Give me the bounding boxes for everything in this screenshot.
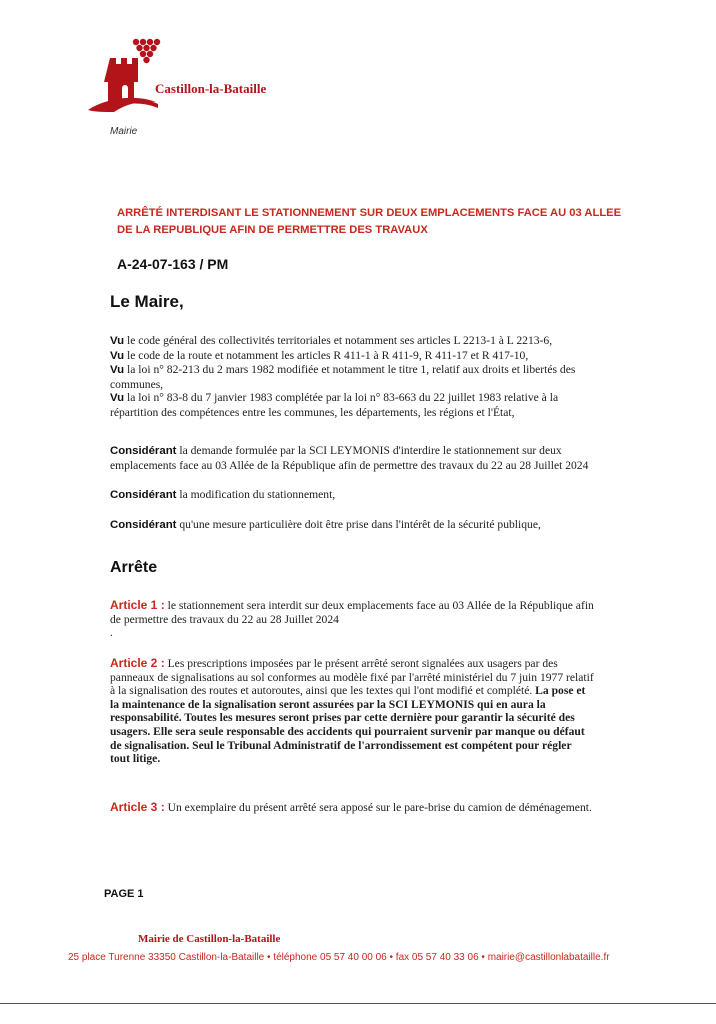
article-text-bold: de signalisation. Seul le Tribunal Administratif de l'arrondissement est compétent pour régler — [110, 738, 572, 752]
vu-text: répartition des compétences entre les communes, les départements, les régions et l'État, — [110, 405, 515, 419]
article-label: Article 2 : — [110, 656, 165, 670]
vu-keyword: Vu — [110, 392, 125, 405]
article-text: Un exemplaire du présent arrêté sera apposé sur le pare-brise du camion de déménagement. — [167, 801, 592, 814]
article-text-bold: usagers. Elle sera seule responsable des accidents qui pourraient survenir par manque ou défaut — [110, 724, 585, 738]
article-3 — [110, 801, 680, 815]
considerant-keyword: Considérant — [110, 489, 177, 501]
vu-text: communes, — [110, 377, 164, 391]
article-text-bold: responsabilité. Toutes les mesures seront prises par cette dernière pour garantir la sécurité des — [110, 711, 575, 725]
article-2 — [110, 657, 680, 766]
considerant-text: emplacements face au 03 Allée de la République afin de permettre des travaux du 22 au 28 Juillet 2024 — [110, 458, 589, 472]
considerant-text: la demande formulée par la SCI LEYMONIS d'interdire le stationnement sur deux — [179, 444, 562, 457]
tower-icon — [104, 58, 138, 102]
vu-text: le code de la route et notamment les articles R 411-1 à R 411-9, R 411-17 et R 417-10, — [127, 348, 529, 362]
title-line: ARRÊTÉ INTERDISANT LE STATIONNEMENT SUR DEUX EMPLACEMENTS FACE AU 03 ALLEE — [117, 207, 622, 219]
article-text: à la signalisation des routes et autoroutes, ainsi que les textes qui l'ont modifié et complété. — [110, 684, 533, 698]
article-label: Article 1 : — [110, 598, 165, 612]
footer-divider — [0, 1003, 716, 1004]
logo-town-name: Castillon-la-Bataille — [155, 81, 267, 96]
article-text-bold: la maintenance de la signalisation seront assurées par la SCI LEYMONIS qui en aura la — [110, 697, 546, 711]
considerant-1 — [110, 444, 680, 472]
vu-text: le code général des collectivités territoriales et notamment ses articles L 2213-1 à L 2213-6, — [127, 334, 553, 347]
considerant-text: qu'une mesure particulière doit être prise dans l'intérêt de la sécurité publique, — [179, 518, 541, 531]
reference-number: A-24-07-163 / PM — [117, 256, 229, 272]
heading-le-maire: Le Maire, — [110, 292, 184, 311]
vu-keyword: Vu — [110, 364, 125, 377]
considerant-text: la modification du stationnement, — [179, 488, 336, 501]
footer-name: Mairie de Castillon-la-Bataille — [138, 933, 281, 945]
article-text: panneaux de signalisations au sol conformes au modèle fixé par l'arrêté ministériel du 7 juin 1977 relatif — [110, 670, 594, 684]
considerant-3 — [110, 518, 680, 533]
article-text-bold: tout litige. — [110, 752, 161, 766]
title-line: DE LA REPUBLIQUE AFIN DE PERMETTRE DES TRAVAUX — [117, 224, 428, 236]
vu-keyword: Vu — [110, 335, 125, 347]
document-title — [117, 205, 677, 239]
vu-block — [110, 334, 680, 420]
logo-subtitle: Mairie — [110, 126, 138, 137]
article-text: Les prescriptions imposées par le présent arrêté seront signalées aux usagers par des — [167, 657, 558, 670]
footer-address: 25 place Turenne 33350 Castillon-la-Bataille • téléphone 05 57 40 00 06 • fax 05 57 40 33 06 • mairie@castillonlabataille.fr — [68, 952, 610, 963]
considerant-2 — [110, 488, 680, 503]
article-label: Article 3 : — [110, 800, 165, 814]
article-text: de permettre des travaux du 22 au 28 Juillet 2024 — [110, 612, 339, 626]
vu-text: la loi n° 83-8 du 7 janvier 1983 complétée par la loi n° 83-663 du 22 juillet 1983 relative à la — [127, 391, 559, 405]
article-text: le stationnement sera interdit sur deux emplacements face au 03 Allée de la République afin — [167, 599, 594, 612]
arrete-heading: Arrête — [110, 559, 158, 576]
article-1 — [110, 599, 680, 640]
page-number: PAGE 1 — [104, 888, 144, 900]
considerant-keyword: Considérant — [110, 519, 177, 531]
vu-text: la loi n° 82-213 du 2 mars 1982 modifiée et notamment le titre 1, relatif aux droits et libertés des — [127, 363, 576, 377]
article-text-bold: La pose et — [535, 684, 586, 698]
article-text: . — [110, 626, 113, 640]
considerant-keyword: Considérant — [110, 445, 177, 457]
vu-keyword: Vu — [110, 349, 125, 362]
